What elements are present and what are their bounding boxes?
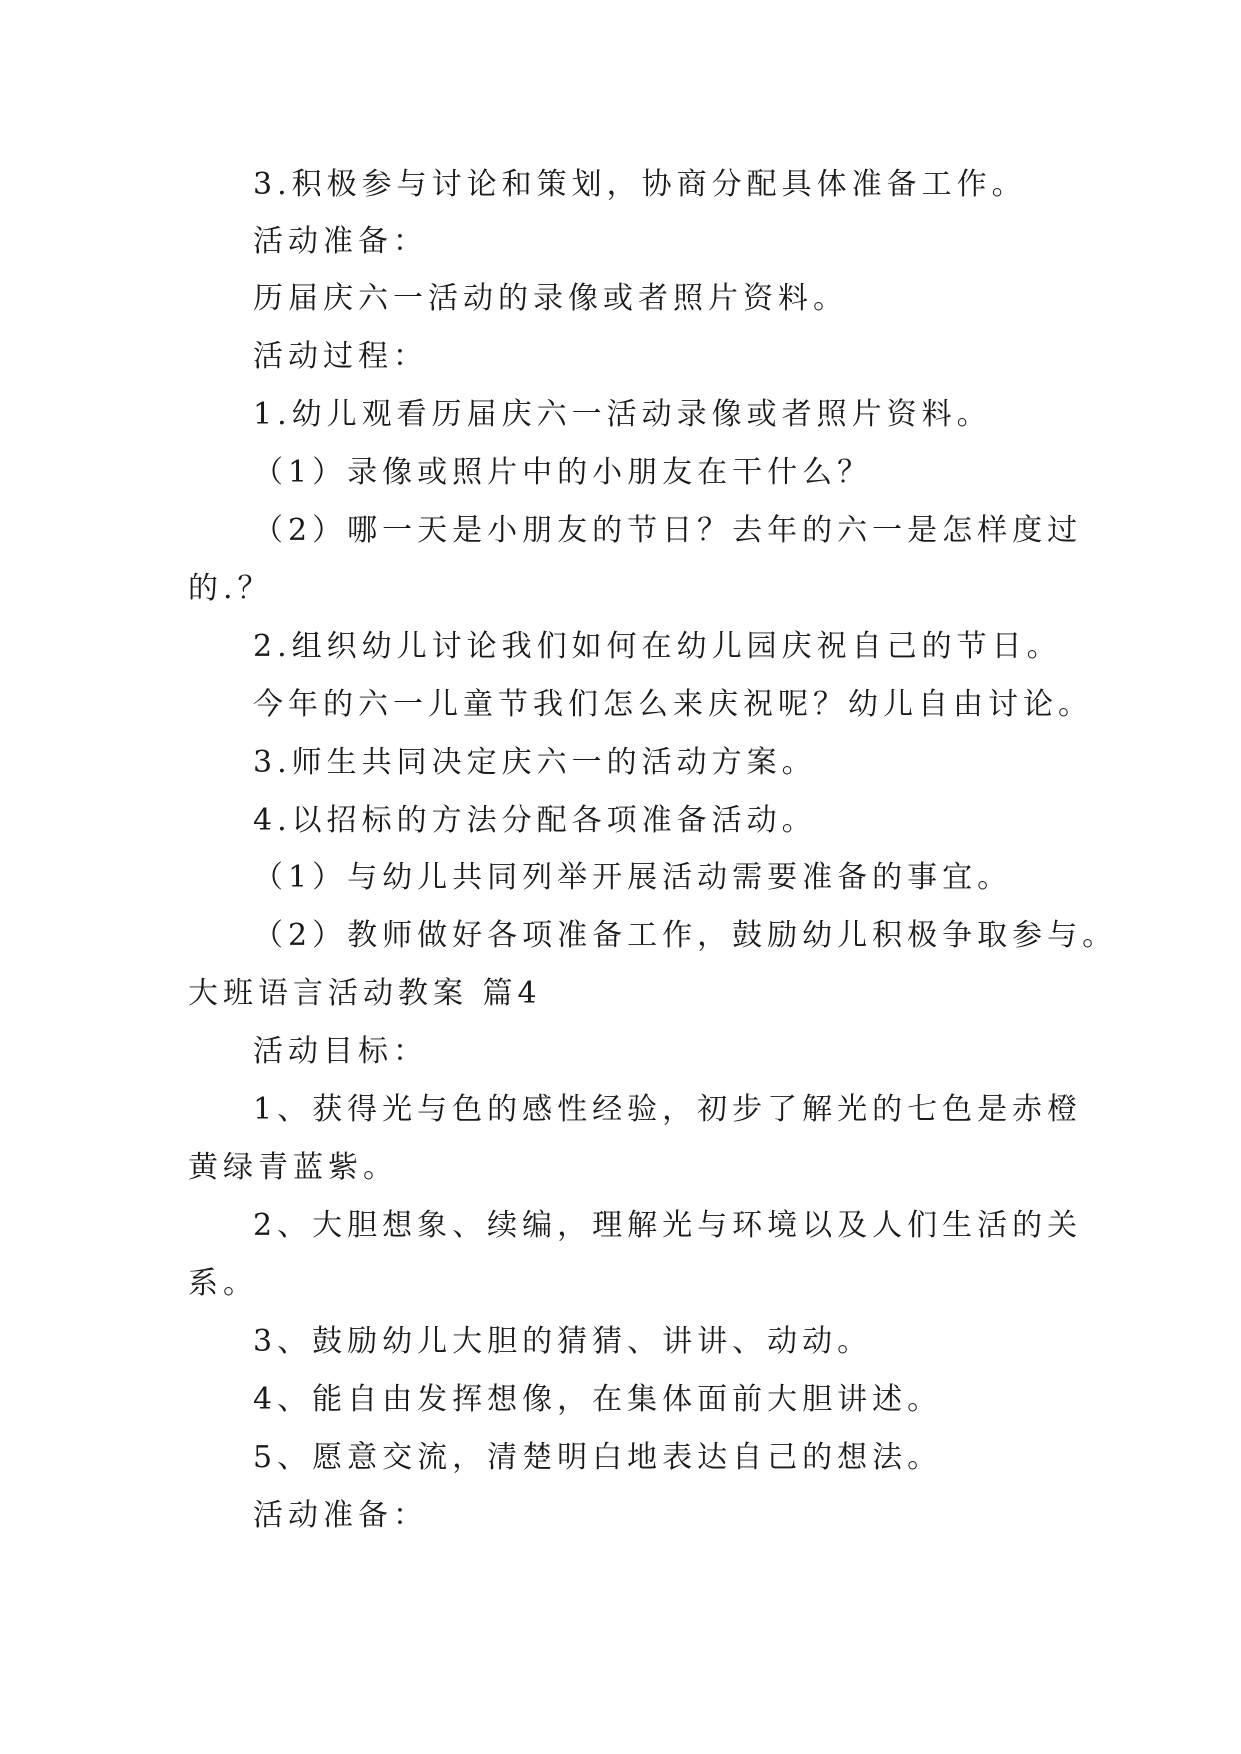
section-heading: 活动准备： — [253, 224, 428, 259]
text-line: 3.积极参与讨论和策划，协商分配具体准备工作。 — [253, 167, 1027, 202]
text-line: 1.幼儿观看历届庆六一活动录像或者照片资料。 — [253, 397, 992, 432]
section-heading: 活动准备： — [253, 1498, 428, 1533]
text-line: 的.？ — [188, 571, 273, 606]
text-line: 2.组织幼儿讨论我们如何在幼儿园庆祝自己的节日。 — [253, 629, 1062, 664]
text-line: 3、鼓励幼儿大胆的猜猜、讲讲、动动。 — [253, 1324, 873, 1359]
text-line: 2、大胆想象、续编，理解光与环境以及人们生活的关 — [253, 1208, 1083, 1243]
text-line: 4.以招标的方法分配各项准备活动。 — [253, 803, 817, 838]
section-heading: 活动目标： — [253, 1034, 428, 1069]
chapter-title: 大班语言活动教案 篇4 — [188, 976, 542, 1011]
text-line: 黄绿青蓝紫。 — [188, 1150, 398, 1185]
text-line: 系。 — [188, 1266, 258, 1301]
text-line: 3.师生共同决定庆六一的活动方案。 — [253, 745, 817, 780]
text-line: （1）与幼儿共同列举开展活动需要准备的事宜。 — [253, 860, 1013, 895]
text-line: 历届庆六一活动的录像或者照片资料。 — [253, 281, 848, 316]
text-line: 今年的六一儿童节我们怎么来庆祝呢？幼儿自由讨论。 — [253, 687, 1093, 722]
text-line: （2）哪一天是小朋友的节日？去年的六一是怎样度过 — [253, 513, 1083, 548]
text-line: （2）教师做好各项准备工作，鼓励幼儿积极争取参与。 — [253, 918, 1118, 953]
text-line: （1）录像或照片中的小朋友在干什么？ — [253, 455, 873, 490]
section-heading: 活动过程： — [253, 339, 428, 374]
text-line: 4、能自由发挥想像，在集体面前大胆讲述。 — [253, 1382, 943, 1417]
text-line: 5、愿意交流，清楚明白地表达自己的想法。 — [253, 1440, 943, 1475]
text-line: 1、获得光与色的感性经验，初步了解光的七色是赤橙 — [253, 1092, 1083, 1127]
